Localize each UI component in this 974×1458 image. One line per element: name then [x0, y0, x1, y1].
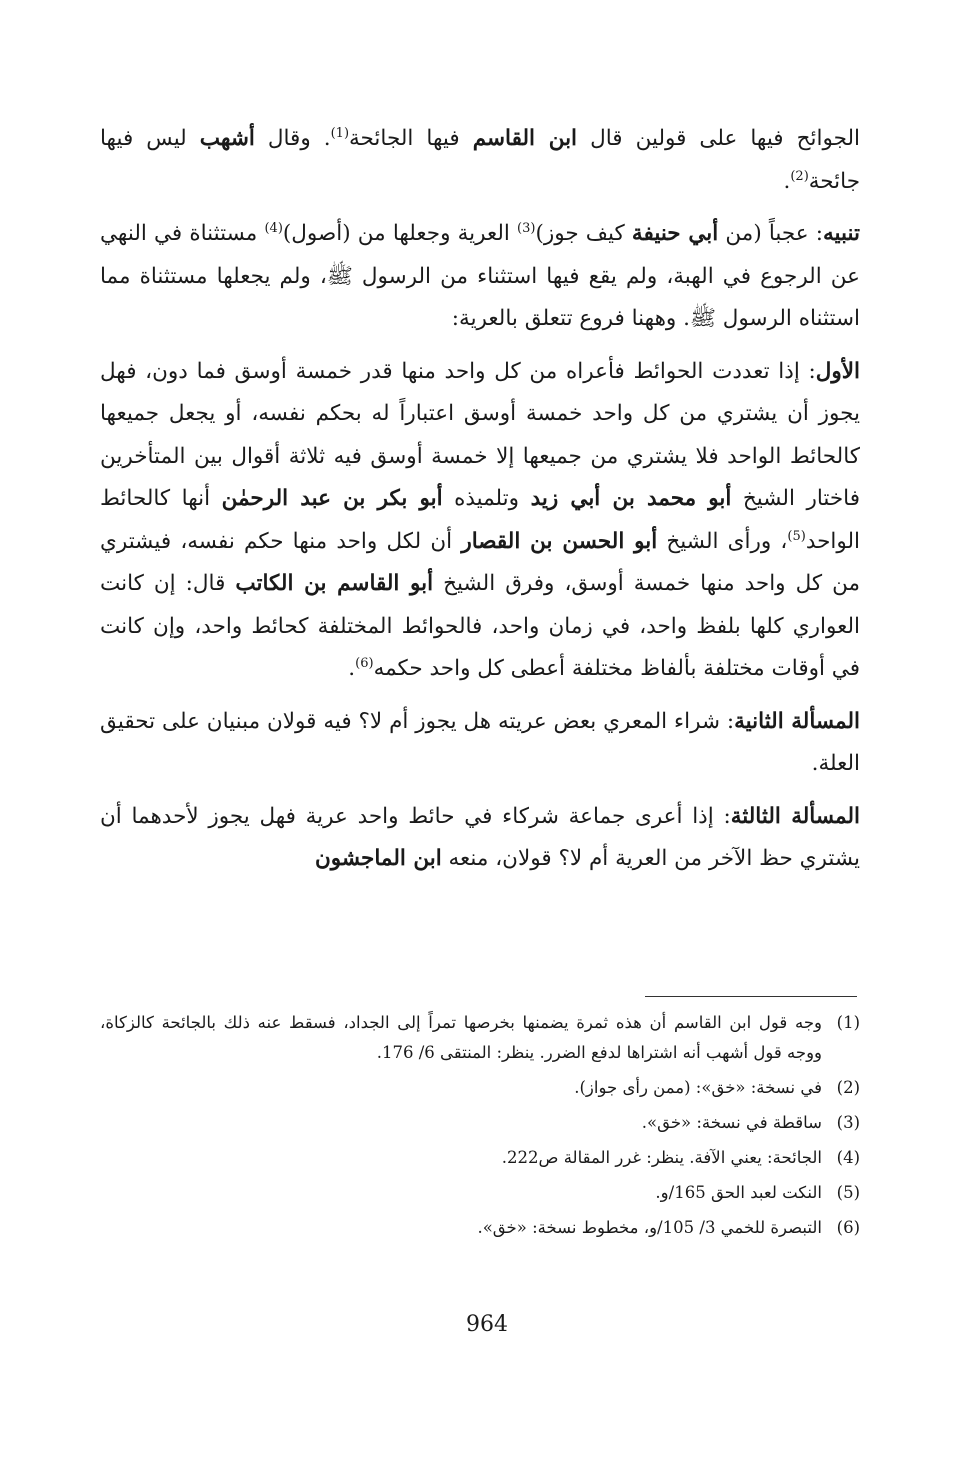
paragraph — [100, 701, 860, 786]
bold-term: المسألة الثالثة — [730, 803, 860, 829]
bold-term: أبو القاسم بن الكاتب — [235, 571, 434, 596]
text-run: : إذا تعددت الحوائط فأعراه من كل واحد منها قدر خمسة أوسق فما دون، فهل يجوز أن يشتري من كل واحد خمسة أوسق اعتباراً له بحكم نفسه، أو يجعل جميعها كالحائط الواحد فلا يشتري من جميعها إلا خمسة أوسق فيه ثلاثة أقوال بين المتأخرين فاختار الشيخ — [100, 358, 861, 511]
text-run: وتلميذه — [442, 486, 531, 511]
footnote-separator — [645, 996, 857, 997]
footnote — [100, 1108, 860, 1138]
paragraph — [100, 351, 860, 691]
footnote — [100, 1213, 860, 1243]
text-run: . — [348, 656, 356, 681]
bold-term: الأول — [815, 358, 860, 384]
footnote-ref: (4) — [264, 220, 283, 236]
bold-term: أبي حنيفة — [631, 221, 719, 246]
text-run: مستثناة في النهي عن الرجوع في الهبة، ولم يقع فيها استثناء من الرسول ﷺ، ولم يجعلها مستثناة مما استثناه الرسول ﷺ. وههنا فروع تتعلق بالعرية: — [100, 221, 860, 331]
text-run: الجوائح فيها على قولين قال — [577, 126, 860, 151]
paragraph — [100, 213, 860, 341]
bold-term: أبو الحسن بن القصار — [461, 528, 658, 554]
footnotes — [100, 1008, 860, 1248]
footnote-text: وجه قول ابن القاسم أن هذه ثمرة يضمنها بخرصها تمراً إلى الجداد، فسقط عنه ذلك بالجائحة كالزكاة، ووجه قول أشهب أنه اشتراها لدفع الضرر. ينظر: المنتقى 6/ 176. — [100, 1013, 822, 1062]
bold-term: ابن الماجشون — [314, 846, 442, 871]
text-run: ليس فيها جائحة — [100, 126, 860, 194]
text-run: : إذا أعرى جماعة شركاء في حائط واحد عرية فهل يجوز لأحدهما أن يشتري حظ الآخر من العرية أم لا؟ قولان، منعه — [100, 803, 860, 871]
footnote-number: (2) — [836, 1078, 860, 1097]
footnote-ref: (2) — [790, 168, 809, 184]
text-run: . — [783, 168, 791, 194]
footnote-text: التبصرة للخمي 3/ 105/و، مخطوط نسخة: «خق». — [477, 1218, 822, 1237]
footnote — [100, 1008, 860, 1068]
footnote — [100, 1143, 860, 1173]
footnote-ref: (6) — [355, 655, 374, 671]
text-run: فيها الجائحة — [349, 126, 473, 151]
footnote-number: (5) — [836, 1183, 860, 1202]
text-run: : شراء المعري بعض عريته هل يجوز أم لا؟ فيه قولان مبنيان على تحقيق العلة. — [100, 708, 860, 776]
footnote-ref: (1) — [330, 125, 350, 141]
text-run: : عجباً (من — [718, 221, 823, 246]
bold-term: المسألة الثانية — [734, 708, 861, 734]
footnote-ref: (3) — [517, 220, 536, 236]
bold-term: أبو محمد بن أبي زيد — [530, 486, 732, 511]
footnote-ref: (5) — [787, 528, 806, 544]
text-run: ، ورأى الشيخ — [657, 528, 788, 554]
footnote — [100, 1073, 860, 1103]
text-run: العرية وجعلها من (أصول) — [282, 221, 518, 246]
bold-term: تنبيه — [823, 221, 860, 246]
footnote-text: ساقطة في نسخة: «خق». — [641, 1113, 822, 1132]
footnote-text: في نسخة: «خق»: (ممن رأى جواز). — [574, 1078, 822, 1097]
text-run: . وقال — [254, 126, 331, 151]
footnote-number: (6) — [836, 1218, 860, 1237]
footnote-number: (3) — [836, 1113, 860, 1132]
paragraph — [100, 118, 860, 203]
paragraph — [100, 796, 860, 881]
page-number: 964 — [466, 1312, 508, 1337]
text-run: قال: إن كانت العواري كلها بلفظ واحد، في زمان واحد، فالحوائط المختلفة كحائط واحد، وإن كانت في أوقات مختلفة بألفاظ مختلفة أعطى كل واحد حكمه — [100, 571, 860, 681]
main-text — [100, 118, 860, 891]
footnote-text: النكت لعبد الحق 165/و. — [655, 1183, 822, 1202]
text-run: أن لكل واحد منها حكم نفسه، فيشتري من كل واحد منها خمسة أوسق، وفرق الشيخ — [100, 528, 860, 596]
text-run: أنها كالحائط الواحد — [100, 486, 860, 554]
footnote-number: (1) — [836, 1013, 860, 1032]
footnote-text: الجائحة: يعني الآفة. ينظر: غرر المقالة ص222. — [501, 1148, 822, 1167]
text-run: كيف جوز) — [535, 221, 632, 246]
bold-term: أبو بكر بن عبد الرحمٰن — [221, 486, 443, 511]
bold-term: ابن القاسم — [472, 126, 578, 151]
footnote — [100, 1178, 860, 1208]
footnote-number: (4) — [836, 1148, 860, 1167]
bold-term: أشهب — [199, 126, 255, 151]
